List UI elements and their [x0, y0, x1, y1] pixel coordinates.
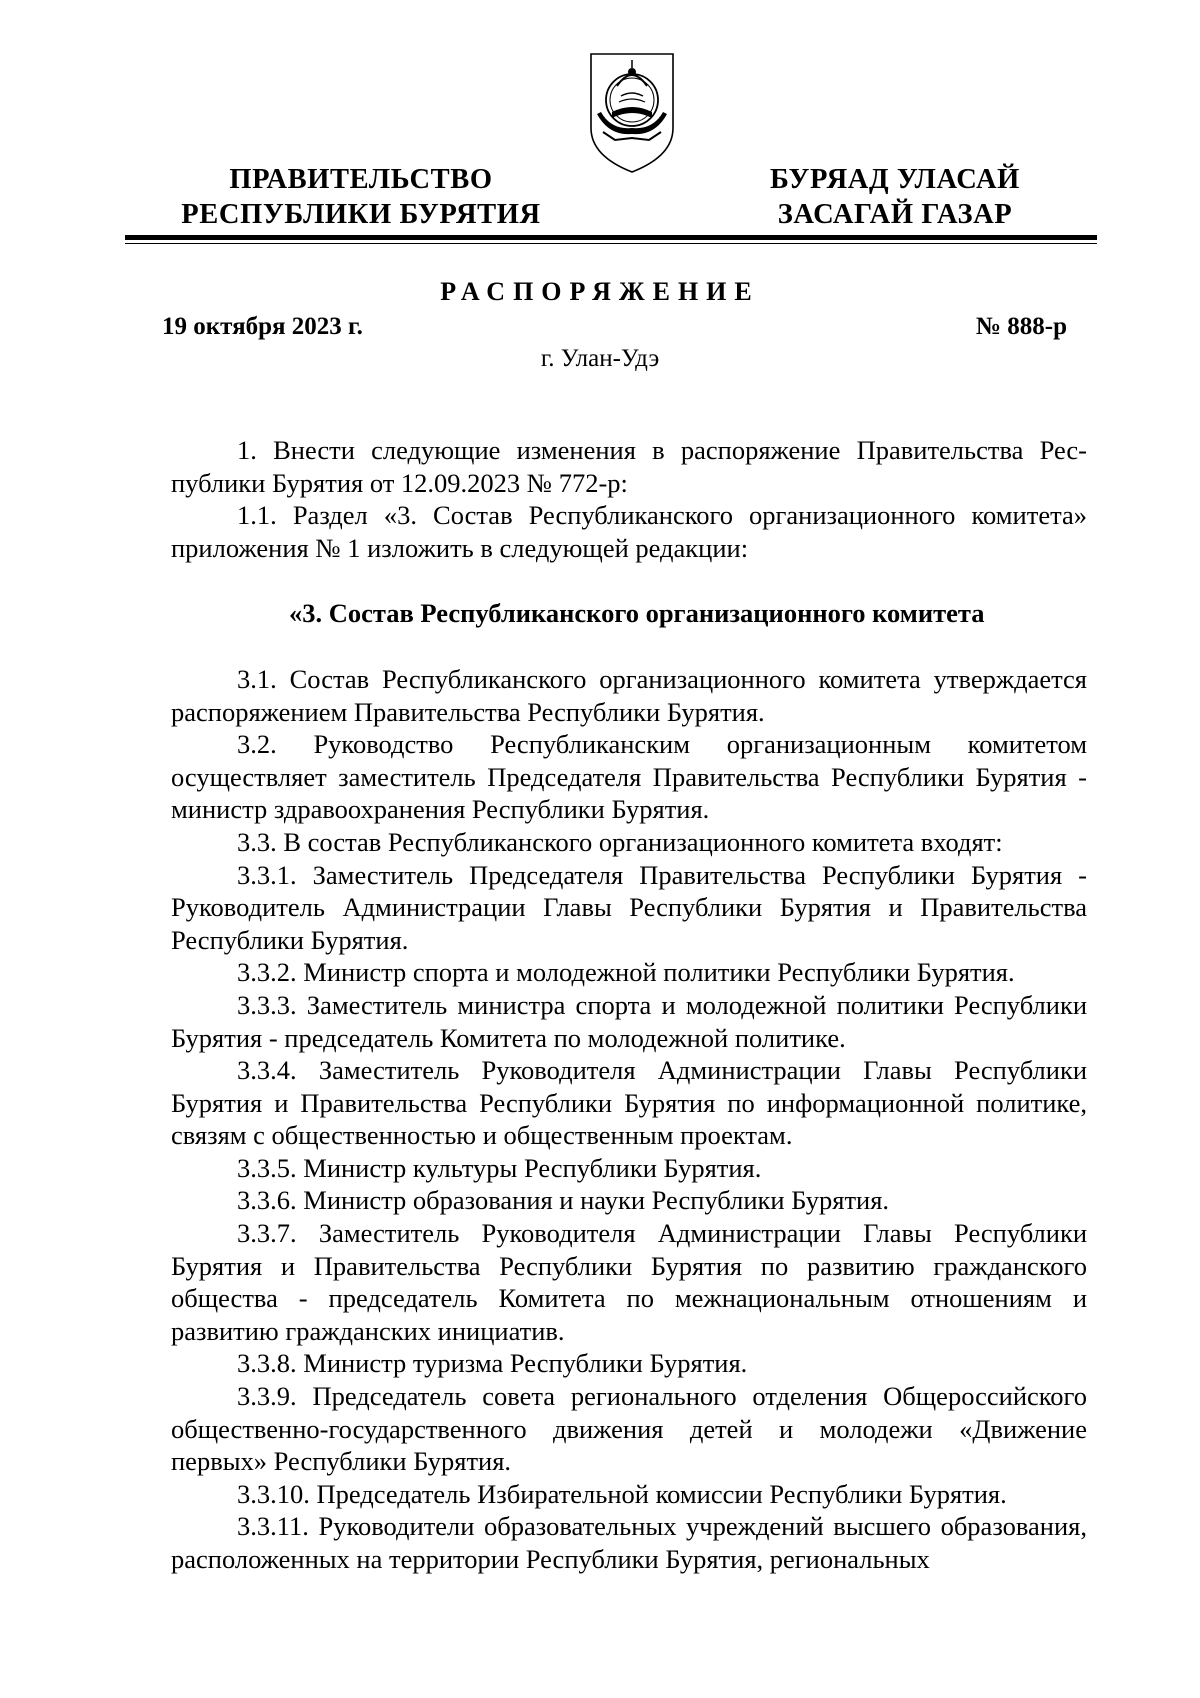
org-bua-line2: ЗАСАГАЙ ГАЗАР: [777, 199, 1013, 230]
document-title: РАСПОРЯЖЕНИЕ: [440, 277, 760, 306]
org-ru-line1: ПРАВИТЕЛЬСТВО: [229, 164, 493, 195]
header-rule-thick: [125, 235, 1097, 240]
paragraph: 3.3. В состав Республиканского организационного комитета входят:: [237, 826, 1003, 857]
document-number: № 888-р: [975, 313, 1067, 340]
paragraph: 1. Внести следующие изменения в распоряжение Правительства Республики Бурятия от 12.09.2023 № 772-р:: [171, 435, 1087, 498]
org-name-buryat: [745, 162, 1045, 232]
paragraph: 3.3.7. Заместитель Руководителя Администрации Главы Республики Бурятия и Правительства Республики Бурятия по развитию гражданского общества - председатель Комитета по межнациональным отношениям и развитию гражданских инициатив.: [171, 1218, 1087, 1346]
document-date: 19 октября 2023 г.: [162, 313, 363, 340]
paragraph: 3.3.1. Заместитель Председателя Правительства Республики Бурятия - Руководитель Администрации Главы Республики Бурятия и Правительства Республики Бурятия.: [171, 859, 1087, 955]
section-heading: «3. Состав Республиканского организационного комитета: [289, 598, 985, 629]
org-ru-line2: РЕСПУБЛИКИ БУРЯТИЯ: [181, 199, 541, 230]
paragraph: 3.1. Состав Республиканского организационного комитета утверждается распоряжением Правительства Республики Бурятия.: [171, 663, 1087, 727]
paragraph: 3.3.10. Председатель Избирательной комиссии Республики Бурятия.: [237, 1478, 1007, 1509]
paragraph: 3.3.8. Министр туризма Республики Бурятия.: [237, 1348, 748, 1379]
paragraph: 3.3.5. Министр культуры Республики Бурятия.: [237, 1152, 762, 1183]
paragraph: 3.3.6. Министр образования и науки Республики Бурятия.: [237, 1185, 890, 1216]
header-rule-thin: [125, 243, 1097, 244]
org-name-russian: [171, 162, 551, 232]
coat-of-arms-icon: [587, 50, 677, 176]
document-body: [171, 434, 1087, 1576]
paragraph: 3.3.4. Заместитель Руководителя Администрации Главы Республики Бурятия и Правительства Республики Бурятия по информационной политике, связям с общественностью и общественным проектам.: [171, 1055, 1087, 1151]
paragraph: 3.3.9. Председатель совета регионального отделения Общероссийского общественно-государственного движения детей и молодежи «Движение первых» Республики Бурятия.: [171, 1381, 1087, 1477]
paragraph: 3.3.11. Руководители образовательных учреждений высшего образования, расположенных на территории Республики Бурятия, региональных: [171, 1511, 1087, 1574]
org-bua-line1: БУРЯАД УЛАСАЙ: [770, 164, 1020, 195]
paragraph: 3.3.3. Заместитель министра спорта и молодежной политики Республики Бурятия - председатель Комитета по молодежной политике.: [171, 989, 1087, 1053]
paragraph: 3.3.2. Министр спорта и молодежной политики Республики Бурятия.: [237, 957, 1015, 988]
paragraph: 3.2. Руководство Республиканским организационным комитетом осуществляет заместитель Председателя Правительства Республики Бурятия - министр здравоохранения Республики Бурятия.: [171, 729, 1087, 825]
paragraph: 1.1. Раздел «3. Состав Республиканского организационного комитета» приложения № 1 изложить в следующей редакции:: [171, 500, 1087, 563]
document-city: г. Улан-Удэ: [540, 345, 660, 372]
